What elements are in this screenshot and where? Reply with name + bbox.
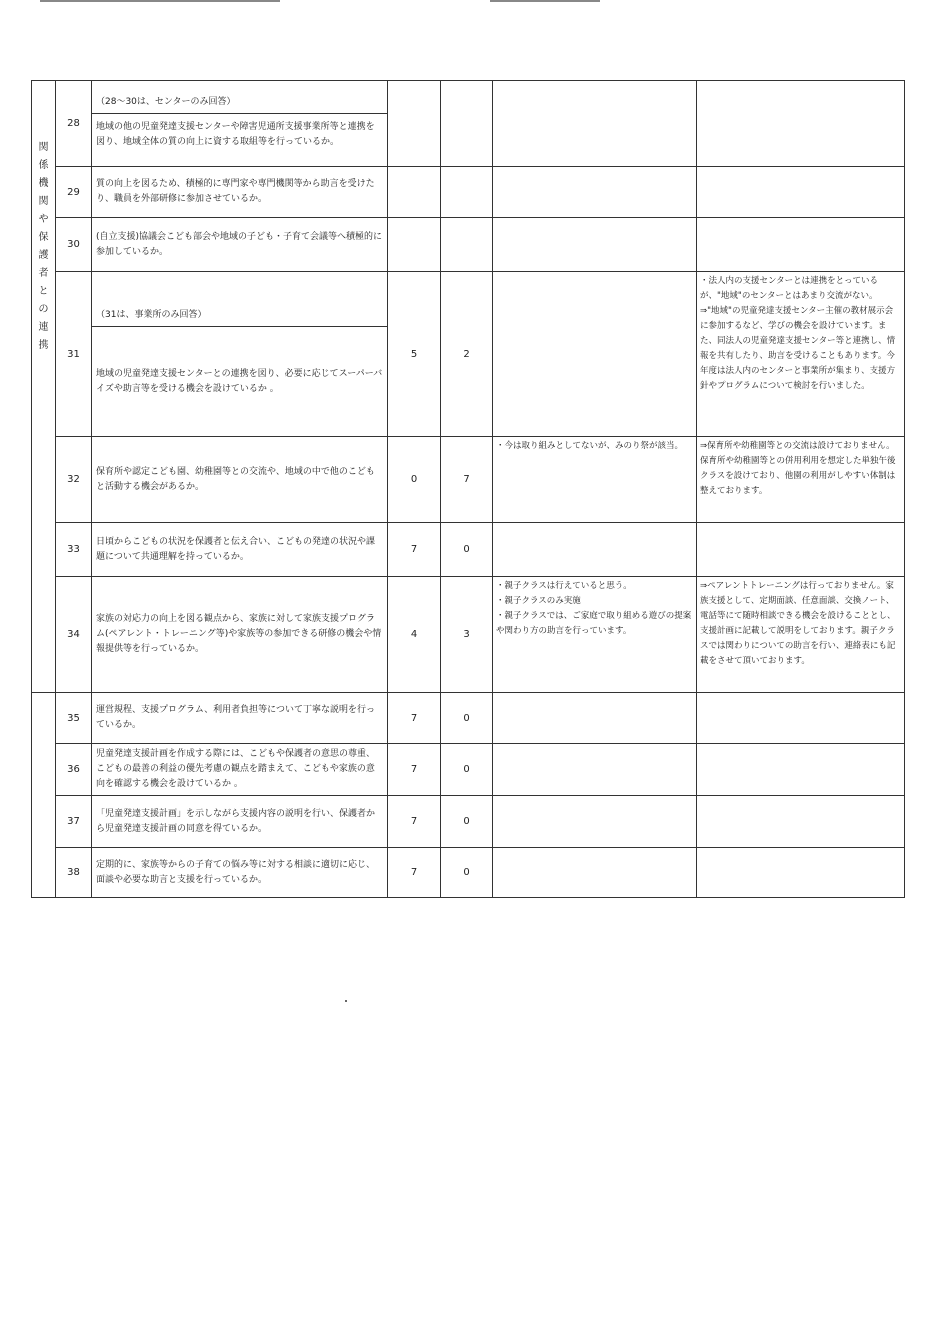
item-number: 34 — [56, 577, 92, 693]
response-cell — [697, 523, 905, 577]
category-cell — [32, 81, 56, 693]
response-cell — [697, 693, 905, 744]
item-number: 32 — [56, 437, 92, 523]
table-row — [32, 744, 905, 796]
comment-cell — [493, 167, 697, 218]
no-count: 0 — [441, 848, 493, 898]
question-cell — [92, 272, 388, 437]
no-count — [441, 81, 493, 167]
yes-count: 0 — [388, 437, 441, 523]
table-row — [32, 437, 905, 523]
table-row — [32, 796, 905, 848]
response-cell — [697, 81, 905, 167]
comment-cell: ・今は取り組みとしてないが、みのり祭が該当。 — [493, 437, 697, 523]
no-count: 7 — [441, 437, 493, 523]
response-cell — [697, 744, 905, 796]
yes-count: 7 — [388, 848, 441, 898]
response-cell: ⇒ペアレントトレーニングは行っておりません。家族支援として、定期面談、任意面談、交換ノート、電話等にて随時相談できる機会を設けることとし、支援計画に記載して説明をしております。親子クラスでは関わりについての助言を行い、連絡表にも記載をさせて頂いております。 — [697, 577, 905, 693]
question-text: 運営規程、支援プログラム、利用者負担等について丁寧な説明を行っているか。 — [92, 693, 388, 744]
response-cell — [697, 796, 905, 848]
table-row — [32, 577, 905, 693]
item-number: 35 — [56, 693, 92, 744]
no-count: 0 — [441, 693, 493, 744]
item-number: 31 — [56, 272, 92, 437]
question-text: 家族の対応力の向上を図る観点から、家族に対して家族支援プログラム(ペアレント・トレーニング等)や家族等の参加できる研修の機会や情報提供等を行っているか。 — [92, 577, 388, 693]
item-number: 36 — [56, 744, 92, 796]
table-row — [32, 81, 905, 167]
comment-cell — [493, 848, 697, 898]
scan-speck — [345, 1000, 347, 1002]
table-row — [32, 848, 905, 898]
response-cell: ・法人内の支援センターとは連携をとっているが、"地域"のセンターとはあまり交流がない。 ⇒"地域"の児童発達支援センター主催の教材展示会に参加するなど、学びの機会を設けています。また、同法人の児童発達支援センター等と連携し、情報を共有したり、助言を受けることもあります。今年度は法人内のセンターと事業所が集まり、支援方針やプログラムについて検討を行いました。 — [697, 272, 905, 437]
item-number: 29 — [56, 167, 92, 218]
question-text: (自立支援)協議会こども部会や地域の子ども・子育て会議等へ積極的に参加しているか。 — [92, 218, 388, 272]
table-row — [32, 167, 905, 218]
comment-cell — [493, 693, 697, 744]
question-note: （31は、事業所のみ回答） — [92, 305, 387, 327]
no-count: 3 — [441, 577, 493, 693]
yes-count: 4 — [388, 577, 441, 693]
comment-cell — [493, 744, 697, 796]
comment-cell: ・親子クラスは行えていると思う。 ・親子クラスのみ実施 ・親子クラスでは、ご家庭で取り組める遊びの提案や関わり方の助言を行っています。 — [493, 577, 697, 693]
question-text: 質の向上を図るため、積極的に専門家や専門機関等から助言を受けたり、職員を外部研修に参加させているか。 — [92, 167, 388, 218]
comment-cell — [493, 523, 697, 577]
question-text: 保育所や認定こども園、幼稚園等との交流や、地域の中で他のこどもと活動する機会があるか。 — [92, 437, 388, 523]
evaluation-table — [31, 80, 905, 898]
question-cell — [92, 81, 388, 167]
question-text: 日頃からこどもの状況を保護者と伝え合い、こどもの発達の状況や課題について共通理解を持っているか。 — [92, 523, 388, 577]
question-text: 「児童発達支援計画」を示しながら支援内容の説明を行い、保護者から児童発達支援計画の同意を得ているか。 — [92, 796, 388, 848]
question-text: 地域の児童発達支援センターとの連携を図り、必要に応じてスーパーバイズや助言等を受ける機会を設けているか 。 — [96, 369, 383, 394]
table-row — [32, 523, 905, 577]
yes-count: 7 — [388, 796, 441, 848]
no-count — [441, 218, 493, 272]
table-row — [32, 218, 905, 272]
table-row — [32, 693, 905, 744]
item-number: 28 — [56, 81, 92, 167]
category-cell-blank — [32, 693, 56, 898]
no-count: 2 — [441, 272, 493, 437]
scan-edge-mark — [490, 0, 600, 2]
category-label: 関係機関や保護者との連携 — [38, 142, 49, 351]
comment-cell — [493, 81, 697, 167]
yes-count — [388, 167, 441, 218]
no-count — [441, 167, 493, 218]
comment-cell — [493, 796, 697, 848]
yes-count: 7 — [388, 523, 441, 577]
response-cell — [697, 848, 905, 898]
scan-edge-mark — [40, 0, 280, 2]
yes-count — [388, 218, 441, 272]
question-text: 地域の他の児童発達支援センターや障害児通所支援事業所等と連携を図り、地域全体の質の向上に資する取組等を行っているか。 — [96, 121, 375, 147]
question-note: （28～30は、センターのみ回答） — [92, 92, 387, 114]
item-number: 38 — [56, 848, 92, 898]
comment-cell — [493, 272, 697, 437]
item-number: 33 — [56, 523, 92, 577]
table-row — [32, 272, 905, 437]
response-cell — [697, 167, 905, 218]
no-count: 0 — [441, 744, 493, 796]
yes-count: 5 — [388, 272, 441, 437]
question-text: 定期的に、家族等からの子育ての悩み等に対する相談に適切に応じ、面談や必要な助言と支援を行っているか。 — [92, 848, 388, 898]
yes-count: 7 — [388, 744, 441, 796]
question-text: 児童発達支援計画を作成する際には、こどもや保護者の意思の尊重、こどもの最善の利益の優先考慮の観点を踏まえて、こどもや家族の意向を確認する機会を設けているか 。 — [92, 744, 388, 796]
response-cell: ⇒保育所や幼稚園等との交流は設けておりません。保育所や幼稚園等との併用利用を想定した単独午後クラスを設けており、他園の利用がしやすい体制は整えております。 — [697, 437, 905, 523]
no-count: 0 — [441, 523, 493, 577]
comment-cell — [493, 218, 697, 272]
no-count: 0 — [441, 796, 493, 848]
item-number: 30 — [56, 218, 92, 272]
yes-count: 7 — [388, 693, 441, 744]
item-number: 37 — [56, 796, 92, 848]
yes-count — [388, 81, 441, 167]
response-cell — [697, 218, 905, 272]
